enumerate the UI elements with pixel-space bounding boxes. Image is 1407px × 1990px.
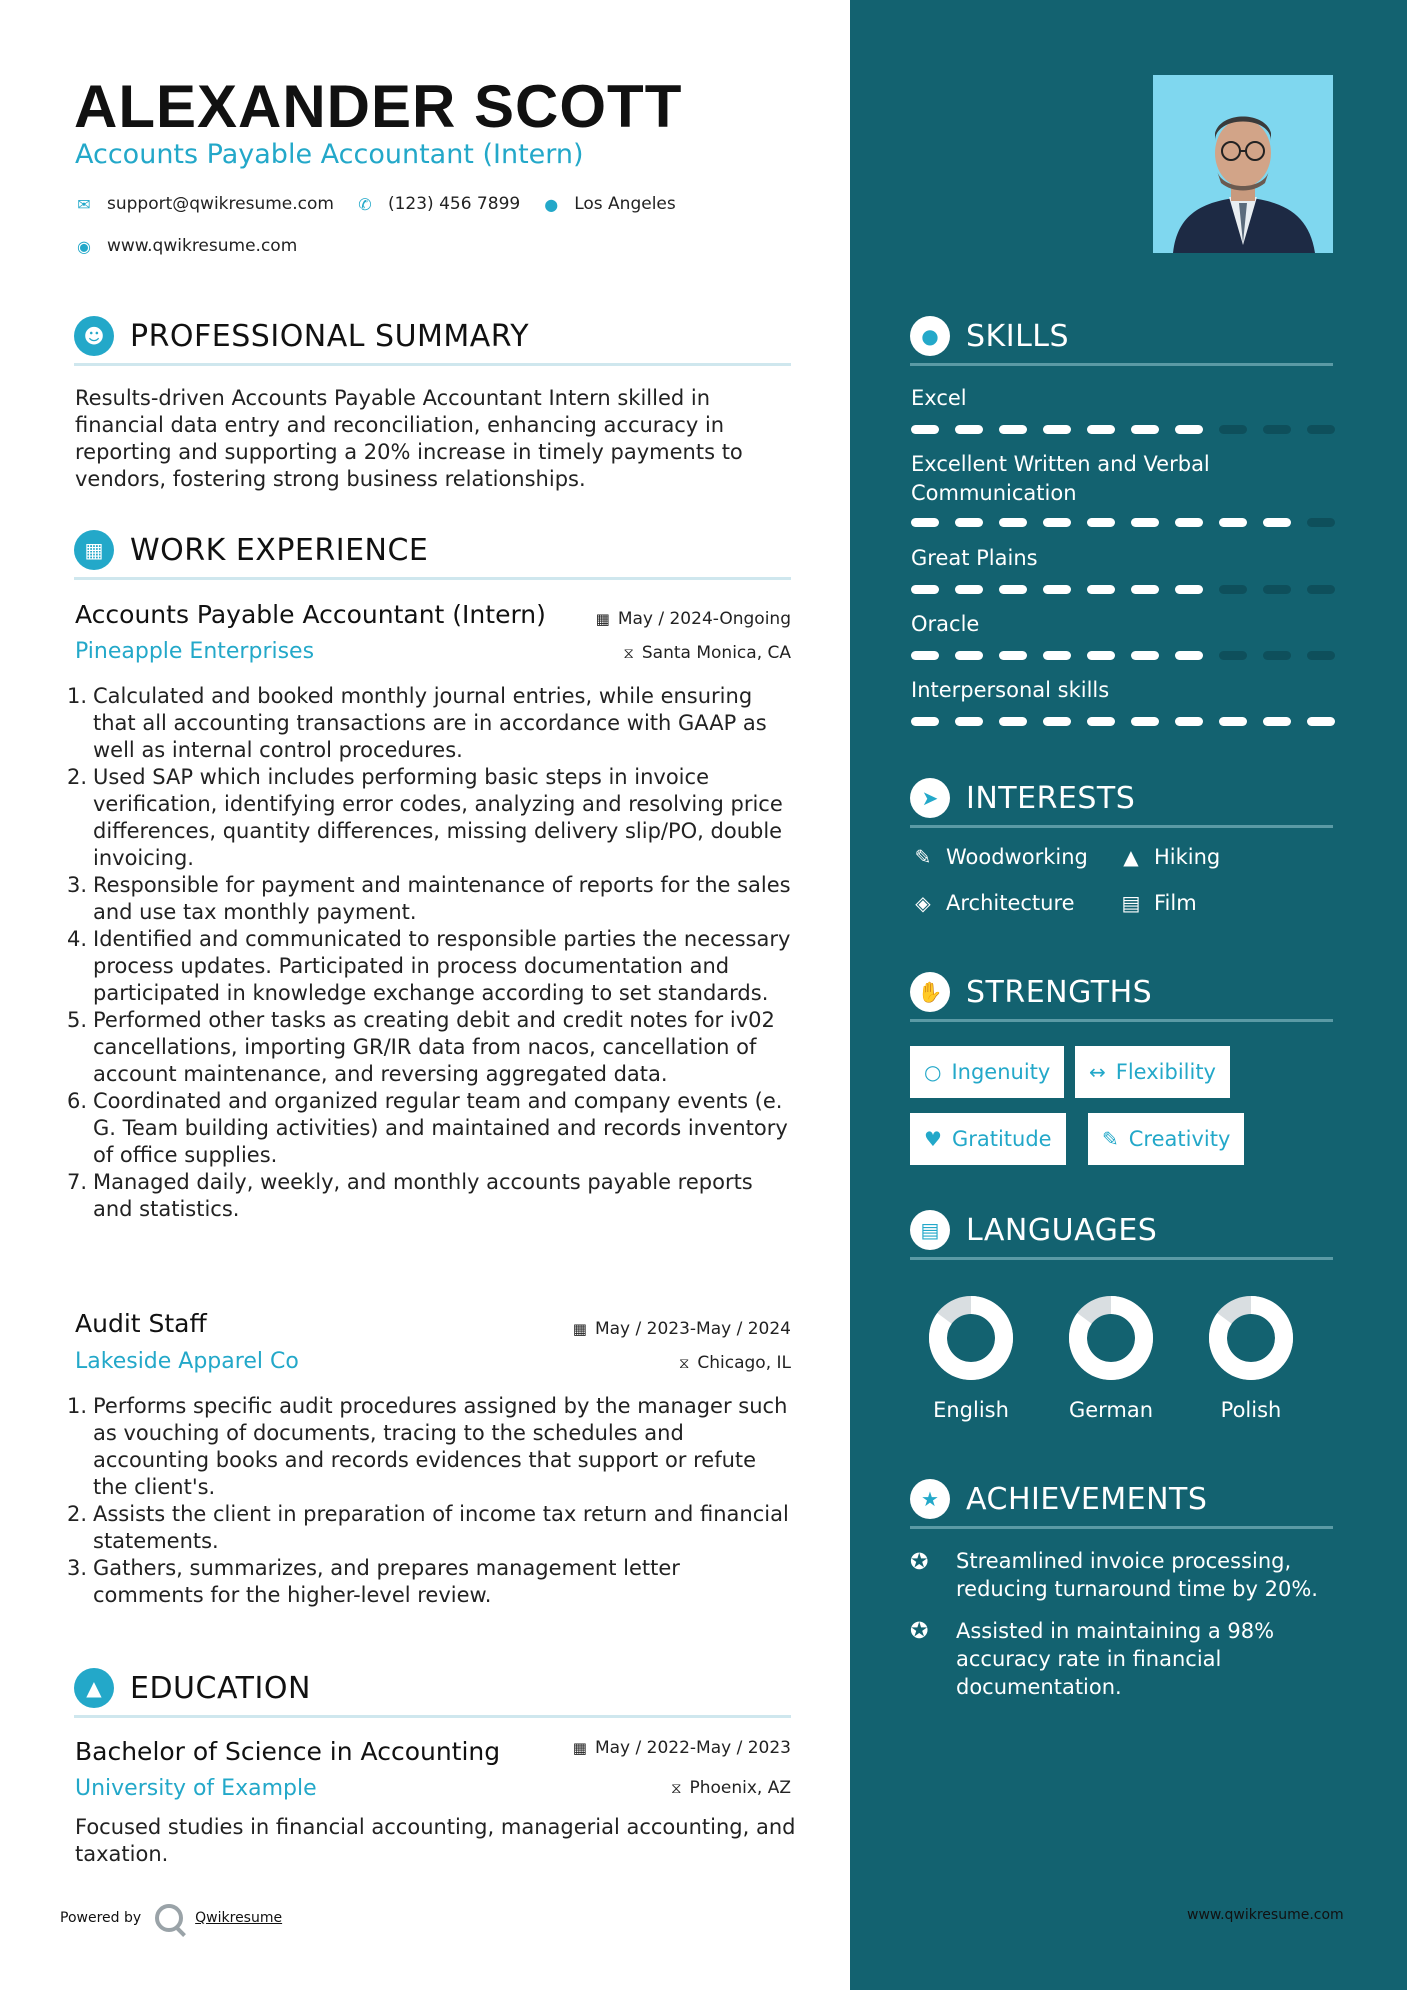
- strengths-divider: [910, 1019, 1333, 1022]
- list-item: 1. Calculated and booked monthly journal entries, while ensuring that all accounting transactions are in accordance with GAAP as well as internal control procedures.: [67, 684, 767, 762]
- languages-heading: [910, 1210, 1157, 1250]
- skill-segment: [1263, 518, 1291, 527]
- shooting-star-icon: ✪: [910, 1550, 929, 1575]
- job-bullets: [67, 1393, 795, 1609]
- skill-segment: [1131, 585, 1159, 594]
- skill-segment: [1263, 425, 1291, 434]
- pin-icon: ⧖: [623, 644, 634, 662]
- language-icon: ▤: [910, 1210, 950, 1250]
- skill-segment: [1263, 717, 1291, 726]
- lightbulb-icon: ●: [910, 316, 950, 356]
- skill-bar: [911, 585, 1335, 594]
- interest-label: Woodworking: [946, 845, 1088, 869]
- skill-segment: [1131, 518, 1159, 527]
- skill-segment: [1087, 518, 1115, 527]
- phone-text[interactable]: (123) 456 7899: [387, 194, 521, 214]
- skill-segment: [955, 717, 983, 726]
- list-item: 4. Identified and communicated to responsible parties the necessary process updates. Participated in process documentation and participated in knowledge exchange according to set standards.: [67, 927, 791, 1005]
- lightbulb-icon: ○: [924, 1060, 942, 1084]
- pin-icon: ⧖: [678, 1354, 690, 1372]
- powered-by-label: Powered by: [60, 1910, 142, 1926]
- briefcase-icon: ▦: [74, 530, 114, 570]
- skill-segment: [1307, 425, 1335, 434]
- skill-segment: [999, 651, 1027, 660]
- skill-segment: [911, 425, 939, 434]
- interests-divider: [910, 825, 1333, 828]
- skill-name: Oracle: [911, 612, 980, 636]
- email-text[interactable]: support@qwikresume.com: [107, 194, 334, 214]
- skill-segment: [1307, 585, 1335, 594]
- education-title: EDUCATION: [130, 1670, 311, 1706]
- ruler-icon: ◈: [915, 891, 931, 915]
- list-item: 2. Used SAP which includes performing basic steps in invoice verification, identifying error codes, analyzing and resolving price differences, quantity differences, missing delivery slip/PO, double invoicing.: [67, 765, 783, 870]
- experience-divider: [74, 577, 791, 580]
- job-location: [679, 1353, 791, 1373]
- list-item: 3. Responsible for payment and maintenance of reports for the sales and use tax monthly payment.: [67, 873, 791, 924]
- fist-icon: ✋: [910, 972, 950, 1012]
- language-level-donut: [928, 1295, 1014, 1381]
- skill-segment: [999, 585, 1027, 594]
- skill-segment: [955, 518, 983, 527]
- summary-text: Results-driven Accounts Payable Accountant Intern skilled in financial data entry and reconciliation, enhancing accuracy in reporting and supporting a 20% increase in timely payments to vendors, fostering strong business relationships.: [75, 386, 743, 491]
- list-item: 1. Performs specific audit procedures assigned by the manager such as vouching of documents, tracing to the schedules and accounting books and records evidences that support or refute the client's.: [67, 1394, 788, 1499]
- skill-segment: [1175, 518, 1203, 527]
- degree-title: Bachelor of Science in Accounting: [75, 1737, 501, 1766]
- skill-segment: [1175, 425, 1203, 434]
- languages-title: LANGUAGES: [966, 1212, 1158, 1248]
- strength-label: Flexibility: [1115, 1060, 1216, 1084]
- skill-name: Excel: [911, 386, 967, 410]
- education-heading: [74, 1668, 311, 1708]
- skills-heading: [910, 316, 1069, 356]
- profile-photo: [1153, 75, 1333, 253]
- interest-item: [1118, 845, 1220, 869]
- skill-segment: [1219, 518, 1247, 527]
- skill-segment: [999, 518, 1027, 527]
- education-date: [573, 1738, 791, 1758]
- heart-icon: ♥: [924, 1127, 942, 1151]
- education-location: [671, 1778, 791, 1798]
- website-row: [75, 236, 319, 256]
- skill-name: Excellent Written and Verbal Communication: [911, 452, 1210, 505]
- job-location-text: Chicago, IL: [697, 1353, 791, 1373]
- list-item: 7. Managed daily, weekly, and monthly accounts payable reports and statistics.: [67, 1170, 753, 1221]
- summary-divider: [74, 363, 791, 366]
- skill-segment: [1087, 651, 1115, 660]
- list-item: 3. Gathers, summarizes, and prepares management letter comments for the higher-level review.: [67, 1556, 680, 1607]
- interest-label: Architecture: [946, 891, 1075, 915]
- strength-chip: [1075, 1046, 1230, 1098]
- skill-segment: [1131, 717, 1159, 726]
- skill-bar: [911, 651, 1335, 660]
- job-date: [573, 1319, 791, 1339]
- pin-icon: ⧖: [670, 1779, 682, 1797]
- strength-chip: [910, 1046, 1064, 1098]
- skill-segment: [999, 425, 1027, 434]
- skill-bar: [911, 518, 1335, 527]
- phone-icon: ✆: [358, 194, 372, 214]
- footer-url[interactable]: www.qwikresume.com: [1187, 1907, 1344, 1923]
- envelope-icon: ✉: [77, 194, 91, 214]
- school-name: University of Example: [75, 1776, 317, 1801]
- skills-divider: [910, 363, 1333, 366]
- skill-segment: [1307, 518, 1335, 527]
- website-link[interactable]: www.qwikresume.com: [107, 236, 298, 256]
- skill-segment: [911, 518, 939, 527]
- megaphone-icon: ✎: [914, 845, 932, 869]
- calendar-icon: ▦: [595, 610, 610, 628]
- skill-segment: [1175, 651, 1203, 660]
- company-name: Lakeside Apparel Co: [75, 1349, 299, 1374]
- strength-chip: [910, 1113, 1066, 1165]
- skill-segment: [1087, 425, 1115, 434]
- skill-segment: [1219, 425, 1247, 434]
- skill-segment: [911, 651, 939, 660]
- job-location: [623, 643, 791, 663]
- achievement-item: Assisted in maintaining a 98% accuracy rate in financial documentation.: [956, 1619, 1275, 1699]
- skill-segment: [955, 651, 983, 660]
- paper-plane-icon: ➤: [910, 778, 950, 818]
- calendar-icon: ▦: [572, 1739, 587, 1757]
- education-text: Focused studies in financial accounting, managerial accounting, and taxation.: [75, 1815, 796, 1866]
- skill-segment: [1131, 651, 1159, 660]
- experience-title: WORK EXPERIENCE: [130, 532, 429, 568]
- qwikresume-logo-icon: [155, 1904, 183, 1932]
- paintbrush-icon: ✎: [1102, 1127, 1119, 1151]
- shooting-star-icon: ✪: [910, 1619, 929, 1644]
- location-text: Los Angeles: [574, 194, 676, 214]
- skill-segment: [1087, 717, 1115, 726]
- skill-segment: [911, 717, 939, 726]
- job-bullets: [67, 683, 795, 1223]
- education-location-text: Phoenix, AZ: [689, 1778, 791, 1798]
- skill-segment: [1043, 518, 1071, 527]
- strength-label: Creativity: [1128, 1127, 1231, 1151]
- skills-title: SKILLS: [966, 318, 1070, 354]
- skill-segment: [999, 717, 1027, 726]
- interest-item: [910, 845, 1088, 869]
- skill-name: Great Plains: [911, 546, 1038, 570]
- job-location-text: Santa Monica, CA: [641, 643, 791, 663]
- skill-bar: [911, 425, 1335, 434]
- skill-segment: [1219, 651, 1247, 660]
- arrows-horizontal-icon: ↔: [1089, 1060, 1106, 1084]
- interest-label: Film: [1154, 891, 1197, 915]
- strength-label: Ingenuity: [951, 1060, 1051, 1084]
- summary-title: PROFESSIONAL SUMMARY: [130, 318, 530, 354]
- job-date-text: May / 2023-May / 2024: [594, 1319, 791, 1339]
- powered-by: [60, 1904, 282, 1932]
- map-pin-icon: ●: [544, 194, 559, 214]
- brand-link[interactable]: Qwikresume: [195, 1910, 283, 1926]
- summary-heading: [74, 316, 529, 356]
- skill-segment: [955, 585, 983, 594]
- user-icon: ☻: [74, 316, 114, 356]
- list-item: 5. Performed other tasks as creating debit and credit notes for iv02 cancellations, importing GR/IR data from nacos, cancellation of account maintenance, and reversing aggregated data.: [67, 1008, 775, 1086]
- job-date-text: May / 2024-Ongoing: [617, 609, 791, 629]
- skill-segment: [1043, 585, 1071, 594]
- globe-icon: ◉: [77, 236, 91, 256]
- skill-segment: [1043, 425, 1071, 434]
- language-level-donut: [1068, 1295, 1154, 1381]
- language-label: English: [933, 1398, 1009, 1422]
- company-name: Pineapple Enterprises: [75, 639, 315, 664]
- education-divider: [74, 1715, 791, 1718]
- skill-segment: [1175, 717, 1203, 726]
- skill-segment: [911, 585, 939, 594]
- contact-row: [75, 194, 698, 214]
- strengths-title: STRENGTHS: [966, 974, 1153, 1010]
- interest-label: Hiking: [1154, 845, 1221, 869]
- skill-name: Interpersonal skills: [911, 678, 1110, 702]
- skill-segment: [1043, 717, 1071, 726]
- interests-heading: [910, 778, 1135, 818]
- skill-segment: [1043, 651, 1071, 660]
- education-date-text: May / 2022-May / 2023: [594, 1738, 791, 1758]
- strength-label: Gratitude: [951, 1127, 1052, 1151]
- job-title: Accounts Payable Accountant (Intern): [75, 600, 546, 629]
- skill-segment: [1219, 585, 1247, 594]
- achievements-heading: [910, 1479, 1207, 1519]
- experience-heading: [74, 530, 428, 570]
- list-item: 6. Coordinated and organized regular team and company events (e. G. Team building activities) and maintained and records inventory of office supplies.: [67, 1089, 788, 1167]
- skill-segment: [1263, 585, 1291, 594]
- language-label: German: [1068, 1398, 1154, 1422]
- skill-segment: [1307, 717, 1335, 726]
- skill-segment: [1307, 651, 1335, 660]
- strengths-heading: [910, 972, 1152, 1012]
- star-icon: ★: [910, 1479, 950, 1519]
- interest-item: [910, 891, 1075, 915]
- interests-title: INTERESTS: [966, 780, 1136, 816]
- language-label: Polish: [1220, 1398, 1282, 1422]
- person-illustration: [1153, 75, 1333, 253]
- graduation-cap-icon: ▲: [74, 1668, 114, 1708]
- skill-segment: [1087, 585, 1115, 594]
- job-title: Audit Staff: [75, 1309, 207, 1338]
- list-item: 2. Assists the client in preparation of income tax return and financial statements.: [67, 1502, 789, 1553]
- job-date: [596, 609, 791, 629]
- strength-chip: [1088, 1113, 1244, 1165]
- achievements-title: ACHIEVEMENTS: [966, 1481, 1208, 1517]
- film-icon: ▤: [1121, 891, 1141, 915]
- skill-segment: [1219, 717, 1247, 726]
- candidate-role: Accounts Payable Accountant (Intern): [75, 139, 584, 170]
- candidate-name: ALEXANDER SCOTT: [74, 73, 683, 140]
- skill-segment: [1175, 585, 1203, 594]
- achievement-item: Streamlined invoice processing, reducing turnaround time by 20%.: [956, 1549, 1318, 1601]
- language-level-donut: [1208, 1295, 1294, 1381]
- languages-divider: [910, 1257, 1333, 1260]
- skill-segment: [1131, 425, 1159, 434]
- achievements-divider: [910, 1526, 1333, 1529]
- skill-bar: [911, 717, 1335, 726]
- skill-segment: [955, 425, 983, 434]
- skill-segment: [1263, 651, 1291, 660]
- interest-item: [1118, 891, 1197, 915]
- tree-icon: ▲: [1123, 845, 1139, 869]
- calendar-icon: ▦: [572, 1320, 587, 1338]
